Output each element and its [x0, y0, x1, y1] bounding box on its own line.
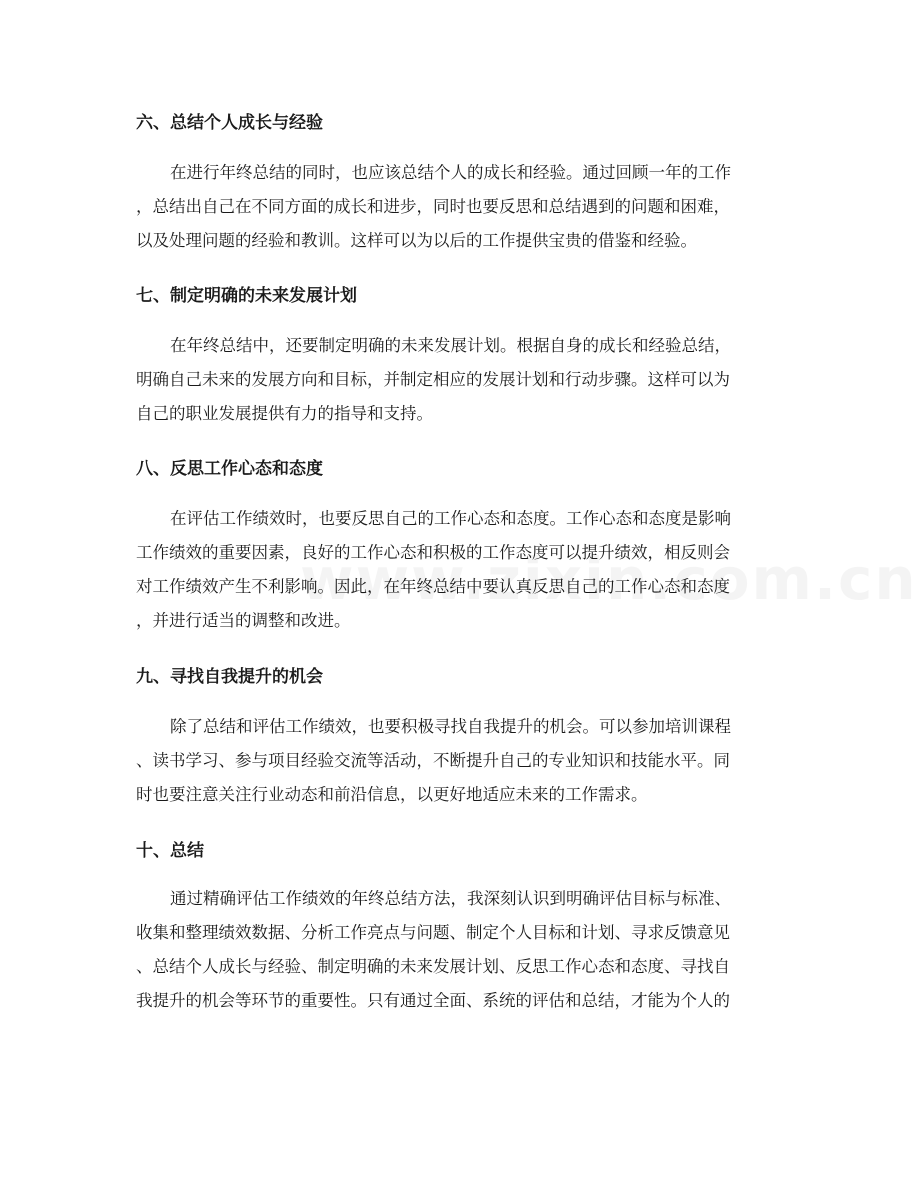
paragraph-line: 、总结个人成长与经验、制定明确的未来发展计划、反思工作心态和态度、寻找自	[136, 957, 730, 976]
paragraph-line: 时也要注意关注行业动态和前沿信息，以更好地适应未来的工作需求。	[136, 785, 648, 804]
paragraph-line: 除了总结和评估工作绩效，也要积极寻找自我提升的机会。可以参加培训课程	[170, 717, 731, 736]
paragraph-line: 在评估工作绩效时，也要反思自己的工作心态和态度。工作心态和态度是影响	[170, 509, 731, 528]
section-heading: 九、寻找自我提升的机会	[136, 667, 323, 687]
paragraph-line: 以及处理问题的经验和教训。这样可以为以后的工作提供宝贵的借鉴和经验。	[136, 231, 697, 250]
paragraph-line: 收集和整理绩效数据、分析工作亮点与问题、制定个人目标和计划、寻求反馈意见	[136, 923, 730, 942]
section-paragraph	[136, 156, 796, 258]
paragraph-line: 在年终总结中，还要制定明确的未来发展计划。根据自身的成长和经验总结，	[170, 336, 731, 355]
section-paragraph	[136, 329, 796, 431]
section-paragraph	[136, 710, 796, 812]
section-heading: 八、反思工作心态和态度	[136, 459, 323, 479]
paragraph-line: 在进行年终总结的同时，也应该总结个人的成长和经验。通过回顾一年的工作	[170, 163, 731, 182]
paragraph-line: 通过精确评估工作绩效的年终总结方法，我深刻认识到明确评估目标与标准、	[170, 889, 731, 908]
paragraph-line: 、读书学习、参与项目经验交流等活动，不断提升自己的专业知识和技能水平。同	[136, 751, 730, 770]
paragraph-line: 对工作绩效产生不利影响。因此，在年终总结中要认真反思自己的工作心态和态度	[136, 577, 730, 596]
paragraph-line: 工作绩效的重要因素，良好的工作心态和积极的工作态度可以提升绩效，相反则会	[136, 543, 730, 562]
section-heading: 六、总结个人成长与经验	[136, 113, 323, 133]
paragraph-line: 明确自己未来的发展方向和目标，并制定相应的发展计划和行动步骤。这样可以为	[136, 370, 730, 389]
section-paragraph	[136, 882, 796, 1018]
section-heading: 七、制定明确的未来发展计划	[136, 286, 357, 306]
paragraph-line: 我提升的机会等环节的重要性。只有通过全面、系统的评估和总结，才能为个人的	[136, 991, 730, 1010]
section-heading: 十、总结	[136, 841, 204, 861]
section-paragraph	[136, 502, 796, 638]
paragraph-line: 自己的职业发展提供有力的指导和支持。	[136, 404, 433, 423]
paragraph-line: ，总结出自己在不同方面的成长和进步，同时也要反思和总结遇到的问题和困难，	[136, 197, 730, 216]
paragraph-line: ，并进行适当的调整和改进。	[136, 611, 351, 630]
